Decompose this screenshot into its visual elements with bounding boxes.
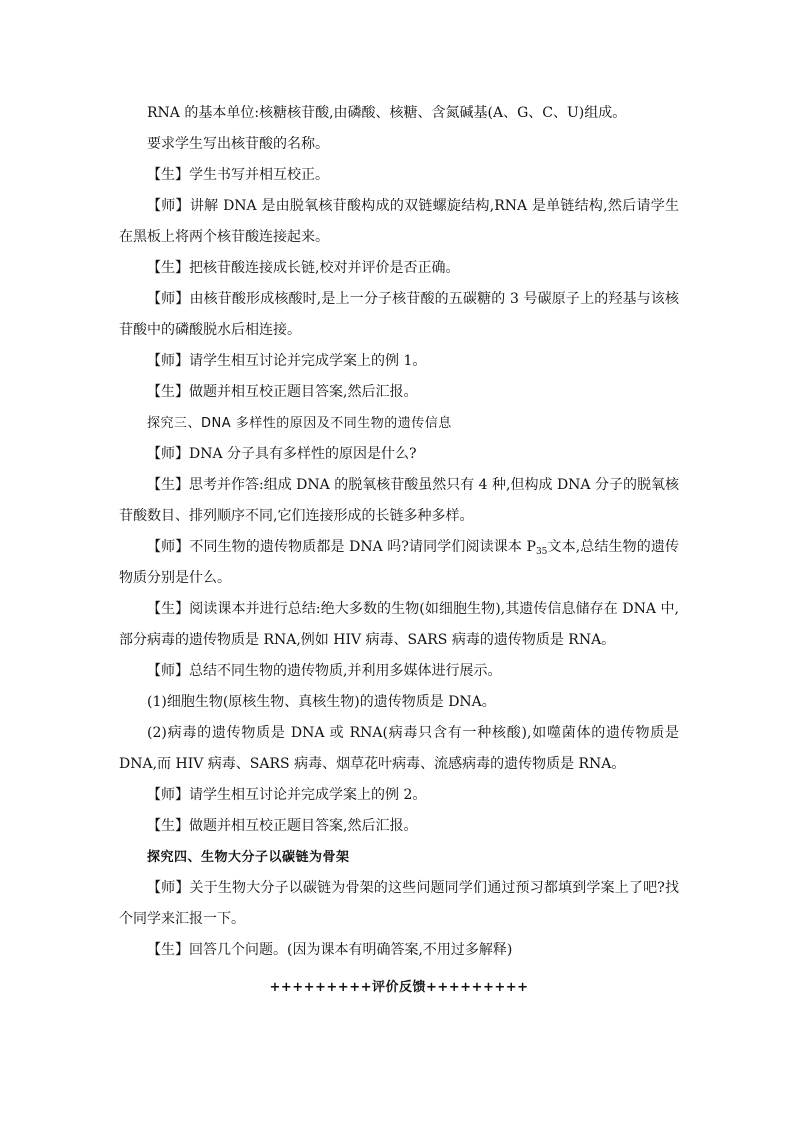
paragraph: RNA 的基本单位:核糖核苷酸,由磷酸、核糖、含氮碱基(A、G、C、U)组成。 — [147, 105, 627, 121]
feedback-divider: +++++++++评价反馈+++++++++ — [269, 980, 529, 995]
page-subscript: 35 — [535, 547, 548, 557]
paragraph: 【师】关于生物大分子以碳链为骨架的这些问题同学们通过预习都填到学案上了吧?找个同学来汇报一下。 — [119, 880, 679, 927]
paragraph-text: 文本,总结生物的遗传物质分别是什么。 — [119, 539, 679, 586]
paragraph-text: 【师】不同生物的遗传物质都是 DNA 吗?请同学们阅读课本 P — [147, 539, 536, 555]
paragraph: 【师】DNA 分子具有多样性的原因是什么? — [147, 446, 417, 462]
paragraph: 【生】学生书写并相互校正。 — [147, 167, 329, 183]
section-heading: 探究三、DNA 多样性的原因及不同生物的遗传信息 — [147, 416, 452, 431]
paragraph: 【生】做题并相互校正题目答案,然后汇报。 — [147, 384, 418, 400]
paragraph: 【生】思考并作答:组成 DNA 的脱氧核苷酸虽然只有 4 种,但构成 DNA 分子的脱氧核苷酸数目、排列顺序不同,它们连接形成的长链多种多样。 — [119, 477, 679, 524]
paragraph — [119, 532, 679, 594]
paragraph: 【生】回答几个问题。(因为课本有明确答案,不用过多解释) — [147, 942, 513, 958]
paragraph: (2)病毒的遗传物质是 DNA 或 RNA(病毒只含有一种核酸),如噬菌体的遗传物质是 DNA,而 HIV 病毒、SARS 病毒、烟草花叶病毒、流感病毒的遗传物质是 RNA。 — [119, 725, 679, 772]
paragraph: 要求学生写出核苷酸的名称。 — [147, 136, 329, 152]
document-body — [119, 98, 679, 1003]
section-heading: 探究四、生物大分子以碳链为骨架 — [147, 850, 350, 865]
paragraph: 【生】把核苷酸连接成长链,校对并评价是否正确。 — [147, 260, 460, 276]
paragraph: 【师】请学生相互讨论并完成学案上的例 2。 — [147, 787, 427, 803]
paragraph: (1)细胞生物(原核生物、真核生物)的遗传物质是 DNA。 — [147, 694, 496, 710]
paragraph: 【生】做题并相互校正题目答案,然后汇报。 — [147, 818, 418, 834]
paragraph: 【师】讲解 DNA 是由脱氧核苷酸构成的双链螺旋结构,RNA 是单链结构,然后请学生在黑板上将两个核苷酸连接起来。 — [119, 198, 679, 245]
paragraph: 【师】总结不同生物的遗传物质,并利用多媒体进行展示。 — [147, 663, 502, 679]
paragraph: 【生】阅读课本并进行总结:绝大多数的生物(如细胞生物),其遗传信息储存在 DNA 中,部分病毒的遗传物质是 RNA,例如 HIV 病毒、SARS 病毒的遗传物质是 RNA。 — [119, 601, 679, 648]
paragraph: 【师】请学生相互讨论并完成学案上的例 1。 — [147, 353, 427, 369]
paragraph: 【师】由核苷酸形成核酸时,是上一分子核苷酸的五碳糖的 3 号碳原子上的羟基与该核苷酸中的磷酸脱水后相连接。 — [119, 291, 679, 338]
